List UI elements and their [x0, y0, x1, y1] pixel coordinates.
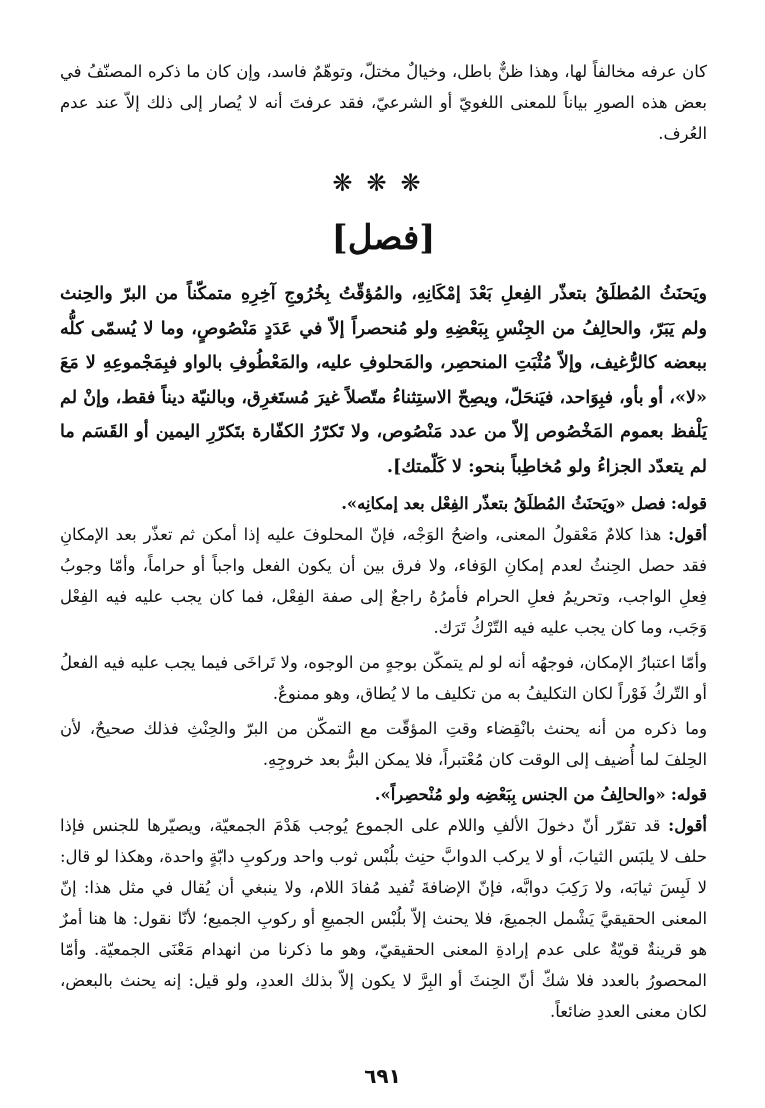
commentary-paragraph-2: وأمّا اعتبارُ الإمكان، فوجهُه أنه لو لم يتمكّن بوجهٍ من الوجوه، ولا تَراخَى فيما يجب عليه فيه الفعلُ أو التّركُ فَوْراً لكان التكليفُ به من تكليف ما لا يُطاق، وهو ممنوعٌ. [60, 653, 707, 703]
intro-paragraph: كان عرفه مخالفاً لها، وهذا ظنٌّ باطل، وخيالٌ مختلّ، وتوهّمٌ فاسد، وإن كان ما ذكره المصنّفُ في بعض هذه الصورِ بياناً للمعنى اللغويّ أو الشرعيّ، فقد عرفتَ أنه لا يُصار إلى ذلك إلاّ عند عدم العُرف. [60, 62, 707, 143]
section-divider-stars: ❋❋❋ [332, 169, 435, 197]
commentary-text-1: هذا كلامٌ مَعْقولُ المعنى، واضحُ الوَجْه، فإنّ المحلوفَ عليه إذا أمكن ثم تعذّر بعد الإمكانِ فقد حصل الحِنثُ لعدم إمكانِ الوَفاء، ولا فرق بين أن يكون الفعل واجباً أو حراماً، وأمّا وجوبُ فِعلِ الواجب، وتحريمُ فعلِ الحرام فأمرُهُ راجعٌ إلى صفة الفِعْل، فما كان يجب عليه فيه الفِعْل وَجَب، وما كان يجب عليه فيه التّرْكُ تَرَك. [60, 525, 707, 637]
commentary-quote-1 [60, 488, 707, 519]
commentary-text-4: قد تقرّر أنّ دخولَ الألفِ واللام على الجموع يُوجب هَدْمَ الجمعيّة، ويصيّرها للجنس فإذا حلف لا يلبَس الثيابَ، أو لا يركب الدوابَّ حنِث بلُبْس ثوب واحد وركوبِ دابّةٍ واحدة، وهكذا لو قال: لا لَبِسَ ثيابَه، ولا رَكِبَ دوابَّه، فإنّ الإضافةَ تُفيد مُفادَ اللام، ولا ينبغي أن يُقال في مثل هذا: إنّ المعنى الحقيقيَّ يَشْمل الجميعَ، فلا يحنث إلاّ بلُبْس الجميعِ أو ركوبِ الجميع؛ لأنّا نقول: ها هنا أمرٌ هو قرينةٌ قويّةٌ على عدم إرادةِ المعنى الحقيقيّ، وهو ما ذكرنا من انهدام مَعْنَى الجمعيّة. وأمّا المحصورُ بالعدد فلا شكّ أنّ الحِنثَ أو البِرَّ لا يكون إلاّ بذلك العددِ، ولو قيل: إنه يحنث بالبعض، لكان معنى العددِ ضائعاً. [60, 816, 707, 1021]
aqul-label-2: أقول: [668, 816, 707, 835]
qawl-text-2: «والحالِفُ من الجنس بِبَعْضِه ولو مُنْحصِراً». [374, 785, 666, 804]
commentary-paragraph-3: وما ذكره من أنه يحنث بانْقِضاء وقتِ المؤقّت مع التمكّن من البرّ والحِنْثِ فذلك صحيحٌ، لأن الحِلفَ لما أُضيف إلى الوقت كان مُعْتبراً، فلا يمكن البرُّ بعد خروجِهِ. [60, 719, 707, 769]
aqul-label: أقول: [668, 525, 707, 544]
section-heading: [فصل] [331, 218, 436, 258]
page-number: ٦٩١ [364, 1064, 401, 1088]
matn-text: ويَحنَثُ المُطلَقُ بتعذّر الفِعلِ بَعْدَ إمْكَانِهِ، والمُؤقّتُ بِخُرُوجِ آخِرِهِ متمكّناً من البرّ والحِنث ولم يَبَرّ، والحالِفُ من الجِنْسِ بِبَعْضِهِ ولو مُنحصراً إلاّ في عَدَدٍ مَنْصُوصٍ، وما لا يُسمّى كلُّه ببعضه كالرُّغيف، وإلاّ مُثْبَتِ المنحصِر، والمَحلوفِ عليه، والمَعْطُوفِ بالواو فبِمَجْموعِهِ لا مَعَ «لا»، أو بأو، فبِوَاحد، فيَنحَلّ، ويصِحّ الاستِثناءُ متّصلاً غيرَ مُستَغرِق، وبالنيّة ديناً فقط، وإنْ لم يَلْفظ بعموم المَخْصُوص إلاّ من عدد مَنْصُوص، ولا تَكرّرُ الكفّارة بتَكرّرِ اليمين أو القَسَم ما لم يتعدّد الجزاءُ ولو مُخاطِباً بنحو: لا كَلّمتك]. [60, 283, 707, 477]
qawl-label: قوله: [670, 494, 707, 513]
commentary-quote-2 [60, 779, 707, 810]
commentary-paragraph-1 [60, 519, 707, 643]
qawl-text: فصل «ويَحنَثُ المُطلَقُ بتعذّر الفِعْل بعد إمكانِه». [341, 494, 666, 513]
qawl-label-2: قوله: [670, 785, 707, 804]
commentary-paragraph-4 [60, 810, 707, 1027]
